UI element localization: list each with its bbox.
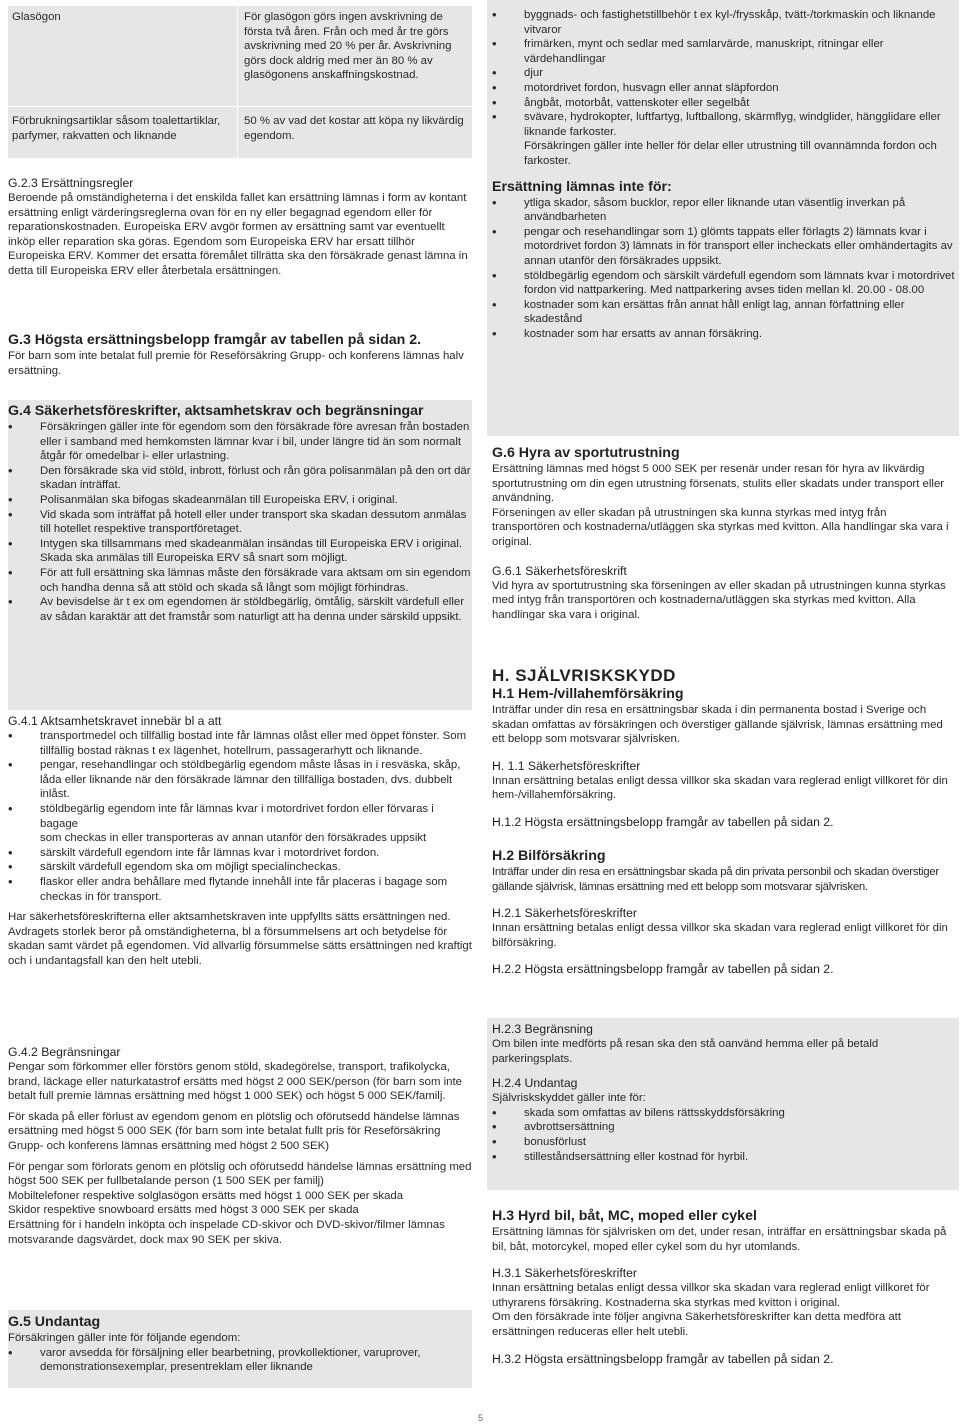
list-item: • avbrottsersättning [492,1120,955,1135]
section-body: Ersättning lämnas med högst 5 000 SEK per resenär under resan för hyra av likvärdig sportutrustning om din egen utrustning försenats, stulits eller skadats under transport eller användning. [492,463,945,505]
section-body: Mobiltelefoner respektive solglasögon ersätts med högst 1 000 SEK per skada [8,1189,404,1202]
section-heading: H.1 Hem-/villahemförsäkring [492,686,684,702]
section-body: Ersättning för i handeln inköpta och inspelade CD-skivor och DVD-skivor/filmer lämnas motsvarande dagsvärdet, dock max 90 SEK per skiva. [8,1218,445,1246]
section-g23 [8,176,472,279]
list-item: • stöldbegärlig egendom och särskilt värdefull egendom som lämnats kvar i motordrivet fordon vid nattparkering. Med nattparkering avses tiden mellan kl. 20.00 - 08.00 [492,269,955,298]
section-g3 [8,332,472,378]
section-body: Innan ersättning betalas enligt dessa villkor ska skadan vara reglerad enligt villkoret för uthyrarens försäkring. Kostnaderna ska styrkas med kvitton i original. [492,1282,930,1309]
section-body: Inträffar under din resa en ersättningsbar skada på din privata personbil och skadan överstiger gällande självrisk, lämnas ersättning med ett belopp som motsvarar självrisken. [492,865,939,893]
bullet-list [8,420,472,624]
list-item: • transportmedel och tillfällig bostad inte får lämnas olåst eller med öppet fönster. Som tillfällig bostad räknas t ex lägenhet, hotellrum, passagerarhytt och liknande. [8,729,472,758]
bullet-list [492,8,955,139]
section-body: Självriskskyddet gäller inte för: [492,1092,646,1105]
section-h [492,666,955,977]
list-item: • kostnader som har ersatts av annan försäkring. [492,327,955,342]
section-body: Innan ersättning betalas enligt dessa villkor ska skadan vara reglerad enligt villkoret för din bilförsäkring. [492,922,948,949]
list-item: • pengar, resehandlingar och stöldbegärlig egendom måste låsas in i resväska, skåp, låda eller liknande när den försäkrade lämnar den tillfälliga bostaden, dvs. dubbelt inlåst. [8,758,472,802]
section-body: Försäkringen gäller inte för följande egendom: [8,1332,241,1344]
section-heading: G.6 Hyra av sportutrustning [492,445,680,461]
table-divider [237,6,238,158]
list-item: • pengar och resehandlingar som 1) glömts tappats eller förlagts 2) lämnats kvar i motordrivet fordon 3) lämnats in för transport eller incheckats eller omhändertagits av annan utanför den försäkrades uppsikt. [492,225,955,269]
list-item: • särskilt värdefull egendom ska om möjligt specialincheckas. [8,860,472,875]
list-item: • Den försäkrade ska vid stöld, inbrott, förlust och rån göra polisanmälan på den ort där skadan inträffat. [8,464,472,493]
list-item: • Intygen ska tillsammans med skadeanmälan insändas till Europeiska ERV i original. Skada ska anmälas till Europeiska ERV så snart som möjligt. [8,537,472,566]
section-h23-h24 [492,1022,955,1164]
list-item: • bonusförlust [492,1135,955,1150]
section-heading: H.2.1 Säkerhetsföreskrifter [492,906,637,921]
section-g41 [8,714,472,969]
list-item: • stöldbegärlig egendom inte får lämnas kvar i motordrivet fordon eller förvaras i bagage [8,802,472,831]
section-g5 [8,1314,472,1375]
section-heading: G.4.2 Begränsningar [8,1045,121,1059]
section-heading: H.2.2 Högsta ersättningsbelopp framgår av tabellen på sidan 2. [492,962,834,977]
list-item: • stilleståndsersättning eller kostnad för hyrbil. [492,1150,955,1165]
section-heading: H.3.2 Högsta ersättningsbelopp framgår av tabellen på sidan 2. [492,1351,834,1366]
section-heading: G.3 Högsta ersättningsbelopp framgår av tabellen på sidan 2. [8,332,422,348]
section-heading: H.2 Bilförsäkring [492,847,606,864]
section-note: Försäkringen gäller inte heller för delar eller utrustning till ovannämnda fordon och farkoster. [524,140,937,167]
list-item: • Polisanmälan ska bifogas skadeanmälan till Europeiska ERV, i original. [8,493,472,508]
chapter-heading: H. SJÄLVRISKSKYDD [492,666,676,685]
list-item: • byggnads- och fastighetstillbehör t ex kyl-/frysskåp, tvätt-/torkmaskin och liknande vitvaror [492,8,955,37]
list-item: • svävare, hydrokopter, luftfartyg, luftballong, skärmflyg, windglider, hängglidare eller liknande farkoster. [492,110,955,139]
valuation-table [8,6,472,158]
list-item: • skada som omfattas av bilens rättsskyddsförsäkring [492,1106,955,1121]
section-body: Förseningen av eller skadan på utrustningen ska kunna styrkas med intyg från transportören och kostnaderna/utläggen ska styrkas med kvitton. Alla handlingar ska vara i original. [492,506,949,548]
section-body: Pengar som förkommer eller förstörs genom stöld, skadegörelse, transport, trafikolycka, brand, läckage eller naturkatastrof ersätts med högst 2 000 SEK/person (för barn som inte betalt full premie lämnas ersättning med högst 1 000 SEK) och högst 5 000 SEK/familj. [8,1061,462,1103]
list-item-continuation: som checkas in eller transporteras av annan utanför den försäkrades uppsikt [40,832,427,845]
bullet-list [492,1106,955,1164]
table-row-label: Förbrukningsartiklar såsom toalettartiklar, parfymer, rakvatten och liknande [12,115,221,142]
bullet-list [8,846,472,904]
section-g42 [8,1045,472,1247]
section-heading: G.6.1 Säkerhetsföreskrift [492,563,627,578]
list-item: • flaskor eller andra behållare med flytande innehåll inte får placeras i bagage som checkas in för transport. [8,875,472,904]
section-body: Om bilen inte medförts på resan ska den stå oanvänd hemma eller på betald parkeringsplats. [492,1038,879,1065]
table-divider [8,106,472,107]
section-body: Vid hyra av sportutrustning ska förseningen av eller skadan på utrustningen kunna styrkas med intyg från transportören och kostnaderna/utläggen ska styrkas med kvitton. Alla handlingar ska vara i original. [492,579,946,621]
section-body: För barn som inte betalat full premie för Reseförsäkring Grupp- och konferens lämnas halv ersättning. [8,350,464,377]
section-g4 [8,403,472,624]
section-body: Inträffar under din resa en ersättningsbar skada i din permanenta bostad i Sverige och skadan omfattas av försäkringen och överstiger gällande självrisk, lämnas ersättning med ett belopp som motsvarar självrisken. [492,704,943,746]
bullet-list [8,729,472,831]
table-row-value: 50 % av vad det kostar att köpa ny likvärdig egendom. [244,115,464,142]
exclusions-continued [492,8,955,341]
section-body: Skidor respektive snowboard ersätts med högst 3 000 SEK per skada [8,1204,359,1217]
page-number: 5 [478,1413,484,1423]
list-item: • varor avsedda för försäljning eller bearbetning, provkollektioner, varuprover, demonstrationsexemplar, presentreklam eller liknande [8,1346,472,1375]
section-heading: G.4.1 Aktsamhetskravet innebär bl a att [8,714,222,728]
list-item: • djur [492,66,955,81]
section-body: Ersättning lämnas för självrisken om det, under resan, inträffar en ersättningsbar skada på bil, båt, motorcykel, moped eller cykel som du hyr utomlands. [492,1226,947,1253]
section-heading: G.2.3 Ersättningsregler [8,176,134,190]
section-heading: H.3 Hyrd bil, båt, MC, moped eller cykel [492,1208,757,1224]
table-row-value: För glasögon görs ingen avskrivning de första två åren. Från och med år tre görs avskrivning med 20 % per år. Avskrivning görs dock aldrig med mer än 80 % av glasögonens anskaffningskostnad. [244,11,452,82]
list-item: • frimärken, mynt och sedlar med samlarvärde, manuskript, ritningar eller värdehandlingar [492,37,955,66]
list-item: • För att full ersättning ska lämnas måste den försäkrade vara aktsam om sin egendom och handha denna så att stöld och skada så långt som möjligt förhindras. [8,566,472,595]
list-item: • Av bevisdelse är t ex om egendomen är stöldbegärlig, ömtålig, särskilt värdefull eller av sådan karaktär att det framstår som naturligt att ha denna under särskild uppsikt. [8,595,472,624]
list-item: • motordrivet fordon, husvagn eller annat släpfordon [492,81,955,96]
list-item: • ytliga skador, såsom bucklor, repor eller liknande utan väsentlig inverkan på användbarheten [492,196,955,225]
section-g6 [492,445,955,622]
section-heading: H.2.4 Undantag [492,1076,578,1091]
list-item: • särskilt värdefull egendom inte får lämnas kvar i motordrivet fordon. [8,846,472,861]
section-heading: G.5 Undantag [8,1314,101,1330]
section-heading: G.4 Säkerhetsföreskrifter, aktsamhetskrav och begränsningar [8,403,424,419]
section-body: För pengar som förlorats genom en plötslig och oförutsedd händelse lämnas ersättning med högst 500 SEK per fullbetalande person (1 500 SEK per familj) [8,1160,472,1188]
section-heading: H.2.3 Begränsning [492,1022,593,1036]
section-body: Om den försäkrade inte följer angivna Säkerhetsföreskrifter kan detta medföra att ersättningen reduceras eller helt utebli. [492,1311,902,1338]
bullet-list [492,196,955,342]
section-heading: H.1.2 Högsta ersättningsbelopp framgår av tabellen på sidan 2. [492,814,834,829]
list-item: • Vid skada som inträffat på hotell eller under transport ska skadan dessutom anmälas till hotellet respektive transportföretaget. [8,508,472,537]
list-item: • ångbåt, motorbåt, vattenskoter eller segelbåt [492,96,955,111]
list-item: • kostnader som kan ersättas från annat håll enligt lag, annan författning eller skadestånd [492,298,955,327]
section-heading: H. 1.1 Säkerhetsföreskrifter [492,758,641,773]
section-body: Har säkerhetsföreskrifterna eller aktsamhetskraven inte uppfyllts sätts ersättningen ned. Avdragets storlek beror på omständigheterna, bl a försummelsens art och betydelse för skadan samt värdet på egendomen. Vid allvarlig försummelse sätts ersättningen ned kraftigt och i undantagsfall kan den helt utebli. [8,911,472,967]
section-heading: H.3.1 Säkerhetsföreskrifter [492,1266,637,1281]
bullet-list [8,1346,472,1375]
section-body: Beroende på omständigheterna i det enskilda fallet kan ersättning lämnas i form av kontant ersättning enligt värderingsreglerna ovan för en ny eller begagnad egendom eller för reparationskostnaden. Europeiska ERV avgör formen av ersättning samt var eventuellt inköp eller reparation ska göras. Egendom som Europeiska ERV har ersatt tillhör Europeiska ERV. Kommer det ersatta föremålet tillrätta ska den försäkrade genast lämna in detta till Europeiska ERV eller återbetala ersättningen. [8,192,468,277]
list-item: • Försäkringen gäller inte för egendom som den försäkrade före avresan från bostaden eller i samband med hemkomsten lämnar kvar i bil, under längre tid än som normalt åtgår för omedelbar i- eller urlastning. [8,420,472,464]
section-body: För skada på eller förlust av egendom genom en plötslig och oförutsedd händelse lämnas ersättning med högst 5 000 SEK (för barn som inte betalat fullt pris för Reseförsäkring Grupp- och konferens lämnas ersättning med högst 2 500 SEK) [8,1110,460,1152]
section-body: Innan ersättning betalas enligt dessa villkor ska skadan vara reglerad enligt villkoret för din hem-/villahemförsäkring. [492,774,948,802]
table-row-label: Glasögon [12,11,61,23]
section-h3 [492,1208,955,1367]
section-heading: Ersättning lämnas inte för: [492,178,672,195]
